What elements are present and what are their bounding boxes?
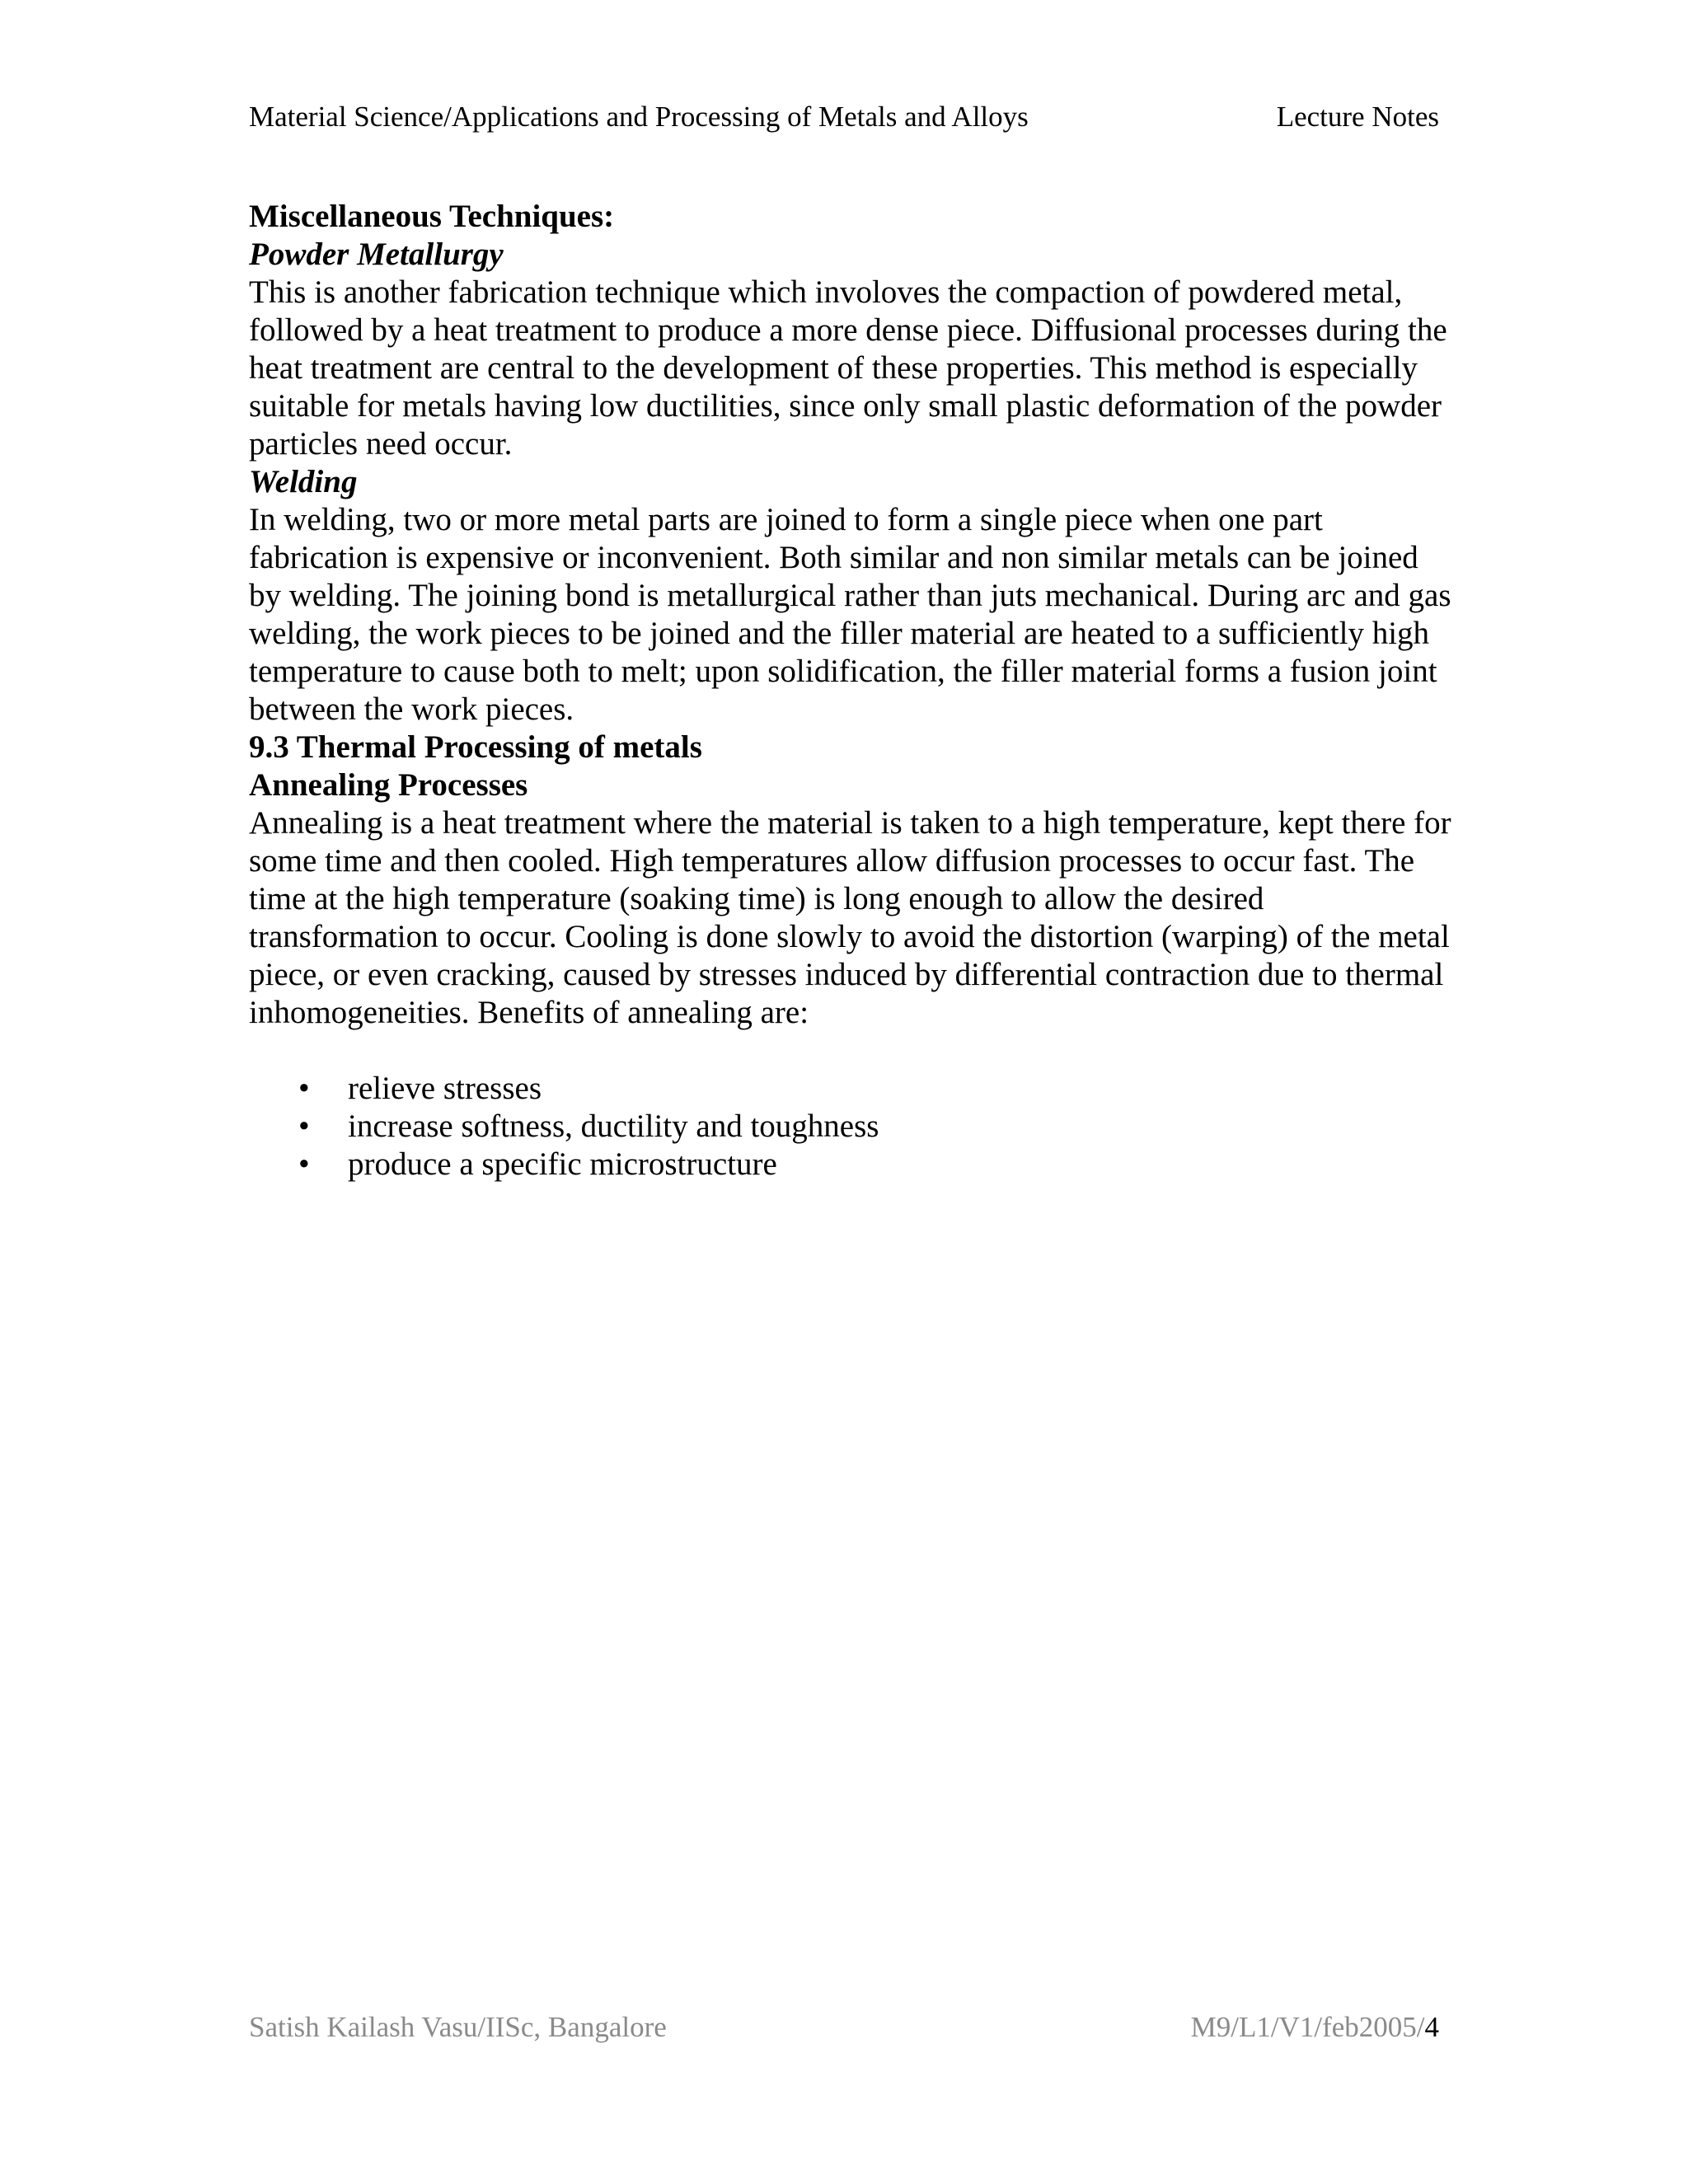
bullet-icon: • [298, 1108, 310, 1144]
section-heading-misc: Miscellaneous Techniques: [249, 199, 615, 234]
benefits-list [249, 1070, 1452, 1183]
bullet-icon: • [298, 1071, 310, 1106]
page-number: 4 [1424, 2011, 1439, 2043]
paragraph-annealing: Annealing is a heat treatment where the material is taken to a high temperature, kept there for some time and then cooled. High temperatures allow diffusion processes to occur fast. The time at the high temperature (soaking time) is long enough to allow the desired transformation to occur. Cooling is done slowly to avoid the distortion (warping) of the metal piece, or even cracking, caused by stresses induced by differential contraction due to thermal inhomogeneities. Benefits of annealing are: [249, 805, 1451, 1030]
subheading-welding: Welding [249, 464, 358, 499]
page-footer [249, 2008, 1439, 2047]
subheading-annealing: Annealing Processes [249, 767, 528, 803]
list-item-text: increase softness, ductility and toughness [348, 1108, 879, 1144]
paragraph-welding: In welding, two or more metal parts are joined to form a single piece when one part fabrication is expensive or inconvenient. Both similar and non similar metals can be joined by welding. The joining bond is metallurgical rather than juts mechanical. During arc and gas welding, the work pieces to be joined and the filler material are heated to a sufficiently high temperature to cause both to melt; upon solidification, the filler material forms a fusion joint between the work pieces. [249, 502, 1451, 727]
list-item-text: relieve stresses [348, 1071, 542, 1106]
section-heading-thermal: 9.3 Thermal Processing of metals [249, 729, 702, 765]
page-header [249, 97, 1439, 137]
subheading-powder-metallurgy: Powder Metallurgy [249, 237, 504, 272]
footer-page-ref [1191, 2008, 1439, 2047]
list-item-text: produce a specific microstructure [348, 1146, 777, 1182]
document-body [249, 198, 1452, 1183]
list-item [249, 1108, 1452, 1146]
bullet-icon: • [298, 1146, 310, 1182]
header-course-title: Material Science/Applications and Processing of Metals and Alloys [249, 101, 1029, 133]
footer-doc-code: M9/L1/V1/feb2005/ [1190, 2011, 1425, 2043]
list-item [249, 1146, 1452, 1183]
paragraph-powder-metallurgy: This is another fabrication technique which involoves the compaction of powdered metal, followed by a heat treatment to produce a more dense piece. Diffusional processes during the heat treatment are central to the development of these properties. This method is especially suitable for metals having low ductilities, since only small plastic deformation of the powder particles need occur. [249, 274, 1447, 462]
footer-author: Satish Kailash Vasu/IISc, Bangalore [249, 2011, 667, 2043]
list-item [249, 1070, 1452, 1108]
header-doc-type: Lecture Notes [1276, 101, 1439, 133]
